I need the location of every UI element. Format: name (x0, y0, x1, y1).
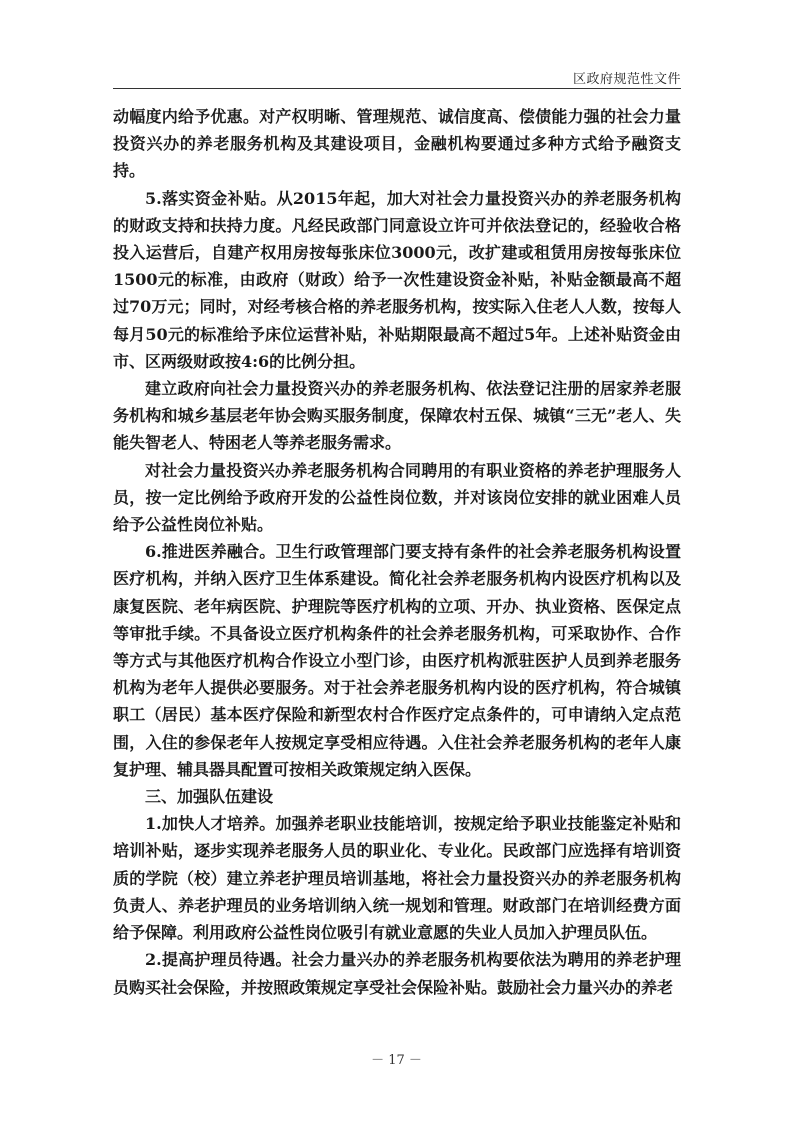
paragraph-public-posts: 对社会力量投资兴办养老服务机构合同聘用的有职业资格的养老护理服务人员，按一定比例给予政府开发的公益性岗位数，并对该岗位安排的就业困难人员给予公益性岗位补贴。 (113, 460, 681, 535)
header-title: 区政府规范性文件 (572, 72, 681, 87)
paragraph-medical-integration: 6.推进医养融合。卫生行政管理部门要支持有条件的社会养老服务机构设置医疗机构，并纳入医疗卫生体系建设。简化社会养老服务机构内设医疗机构以及康复医院、老年病医院、护理院等医疗机构的立项、开办、执业资格、医保定点等审批手续。不具备设立医疗机构条件的社会养老服务机构，可采取协作、合作等方式与其他医疗机构合作设立小型门诊，由医疗机构派驻医护人员到养老服务机构为老年人提供必要服务。对于社会养老服务机构内设的医疗机构，符合城镇职工（居民）基本医疗保险和新型农村合作医疗定点条件的，可申请纳入定点范围，入住的参保老年人按规定享受相应待遇。入住社会养老服务机构的老年人康复护理、辅具器具配置可按相关政策规定纳入医保。 (113, 542, 681, 779)
paragraph-continuation: 动幅度内给予优惠。对产权明晰、管理规范、诚信度高、偿债能力强的社会力量投资兴办的养老服务机构及其建设项目，金融机构要通过多种方式给予融资支持。 (113, 107, 681, 181)
page-header (113, 66, 681, 89)
page-number: － 17 － (371, 1053, 422, 1068)
paragraph-caregiver-pay: 2.提高护理员待遇。社会力量兴办的养老服务机构要依法为聘用的养老护理员购买社会保险，并按照政策规定享受社会保险补贴。鼓励社会力量兴办的养老 (113, 950, 681, 997)
paragraph-service-purchase: 建立政府向社会力量投资兴办的养老服务机构、依法登记注册的居家养老服务机构和城乡基层老年协会购买服务制度，保障农村五保、城镇“三无”老人、失能失智老人、特困老人等养老服务需求。 (113, 379, 681, 453)
paragraph-funding-subsidy: 5.落实资金补贴。从2015年起，加大对社会力量投资兴办的养老服务机构的财政支持和扶持力度。凡经民政部门同意设立许可并依法登记的，经验收合格投入运营后，自建产权用房按每张床位3000元，改扩建或租赁用房按每张床位1500元的标准，由政府（财政）给予一次性建设资金补贴，补贴金额最高不超过70万元；同时，对经考核合格的养老服务机构，按实际入住老人人数，按每人每月50元的标准给予床位运营补贴，补贴期限最高不超过5年。上述补贴资金由市、区两级财政按4:6的比例分担。 (113, 188, 681, 371)
section-heading-workforce: 三、加强队伍建设 (145, 787, 274, 807)
document-body (113, 103, 681, 1001)
paragraph-talent-training: 1.加快人才培养。加强养老职业技能培训，按规定给予职业技能鉴定补贴和培训补贴，逐步实现养老服务人员的职业化、专业化。民政部门应选择有培训资质的学院（校）建立养老护理员培训基地，将社会力量投资兴办的养老服务机构负责人、养老护理员的业务培训纳入统一规划和管理。财政部门在培训经费方面给予保障。利用政府公益性岗位吸引有就业意愿的失业人员加入护理员队伍。 (113, 814, 681, 943)
